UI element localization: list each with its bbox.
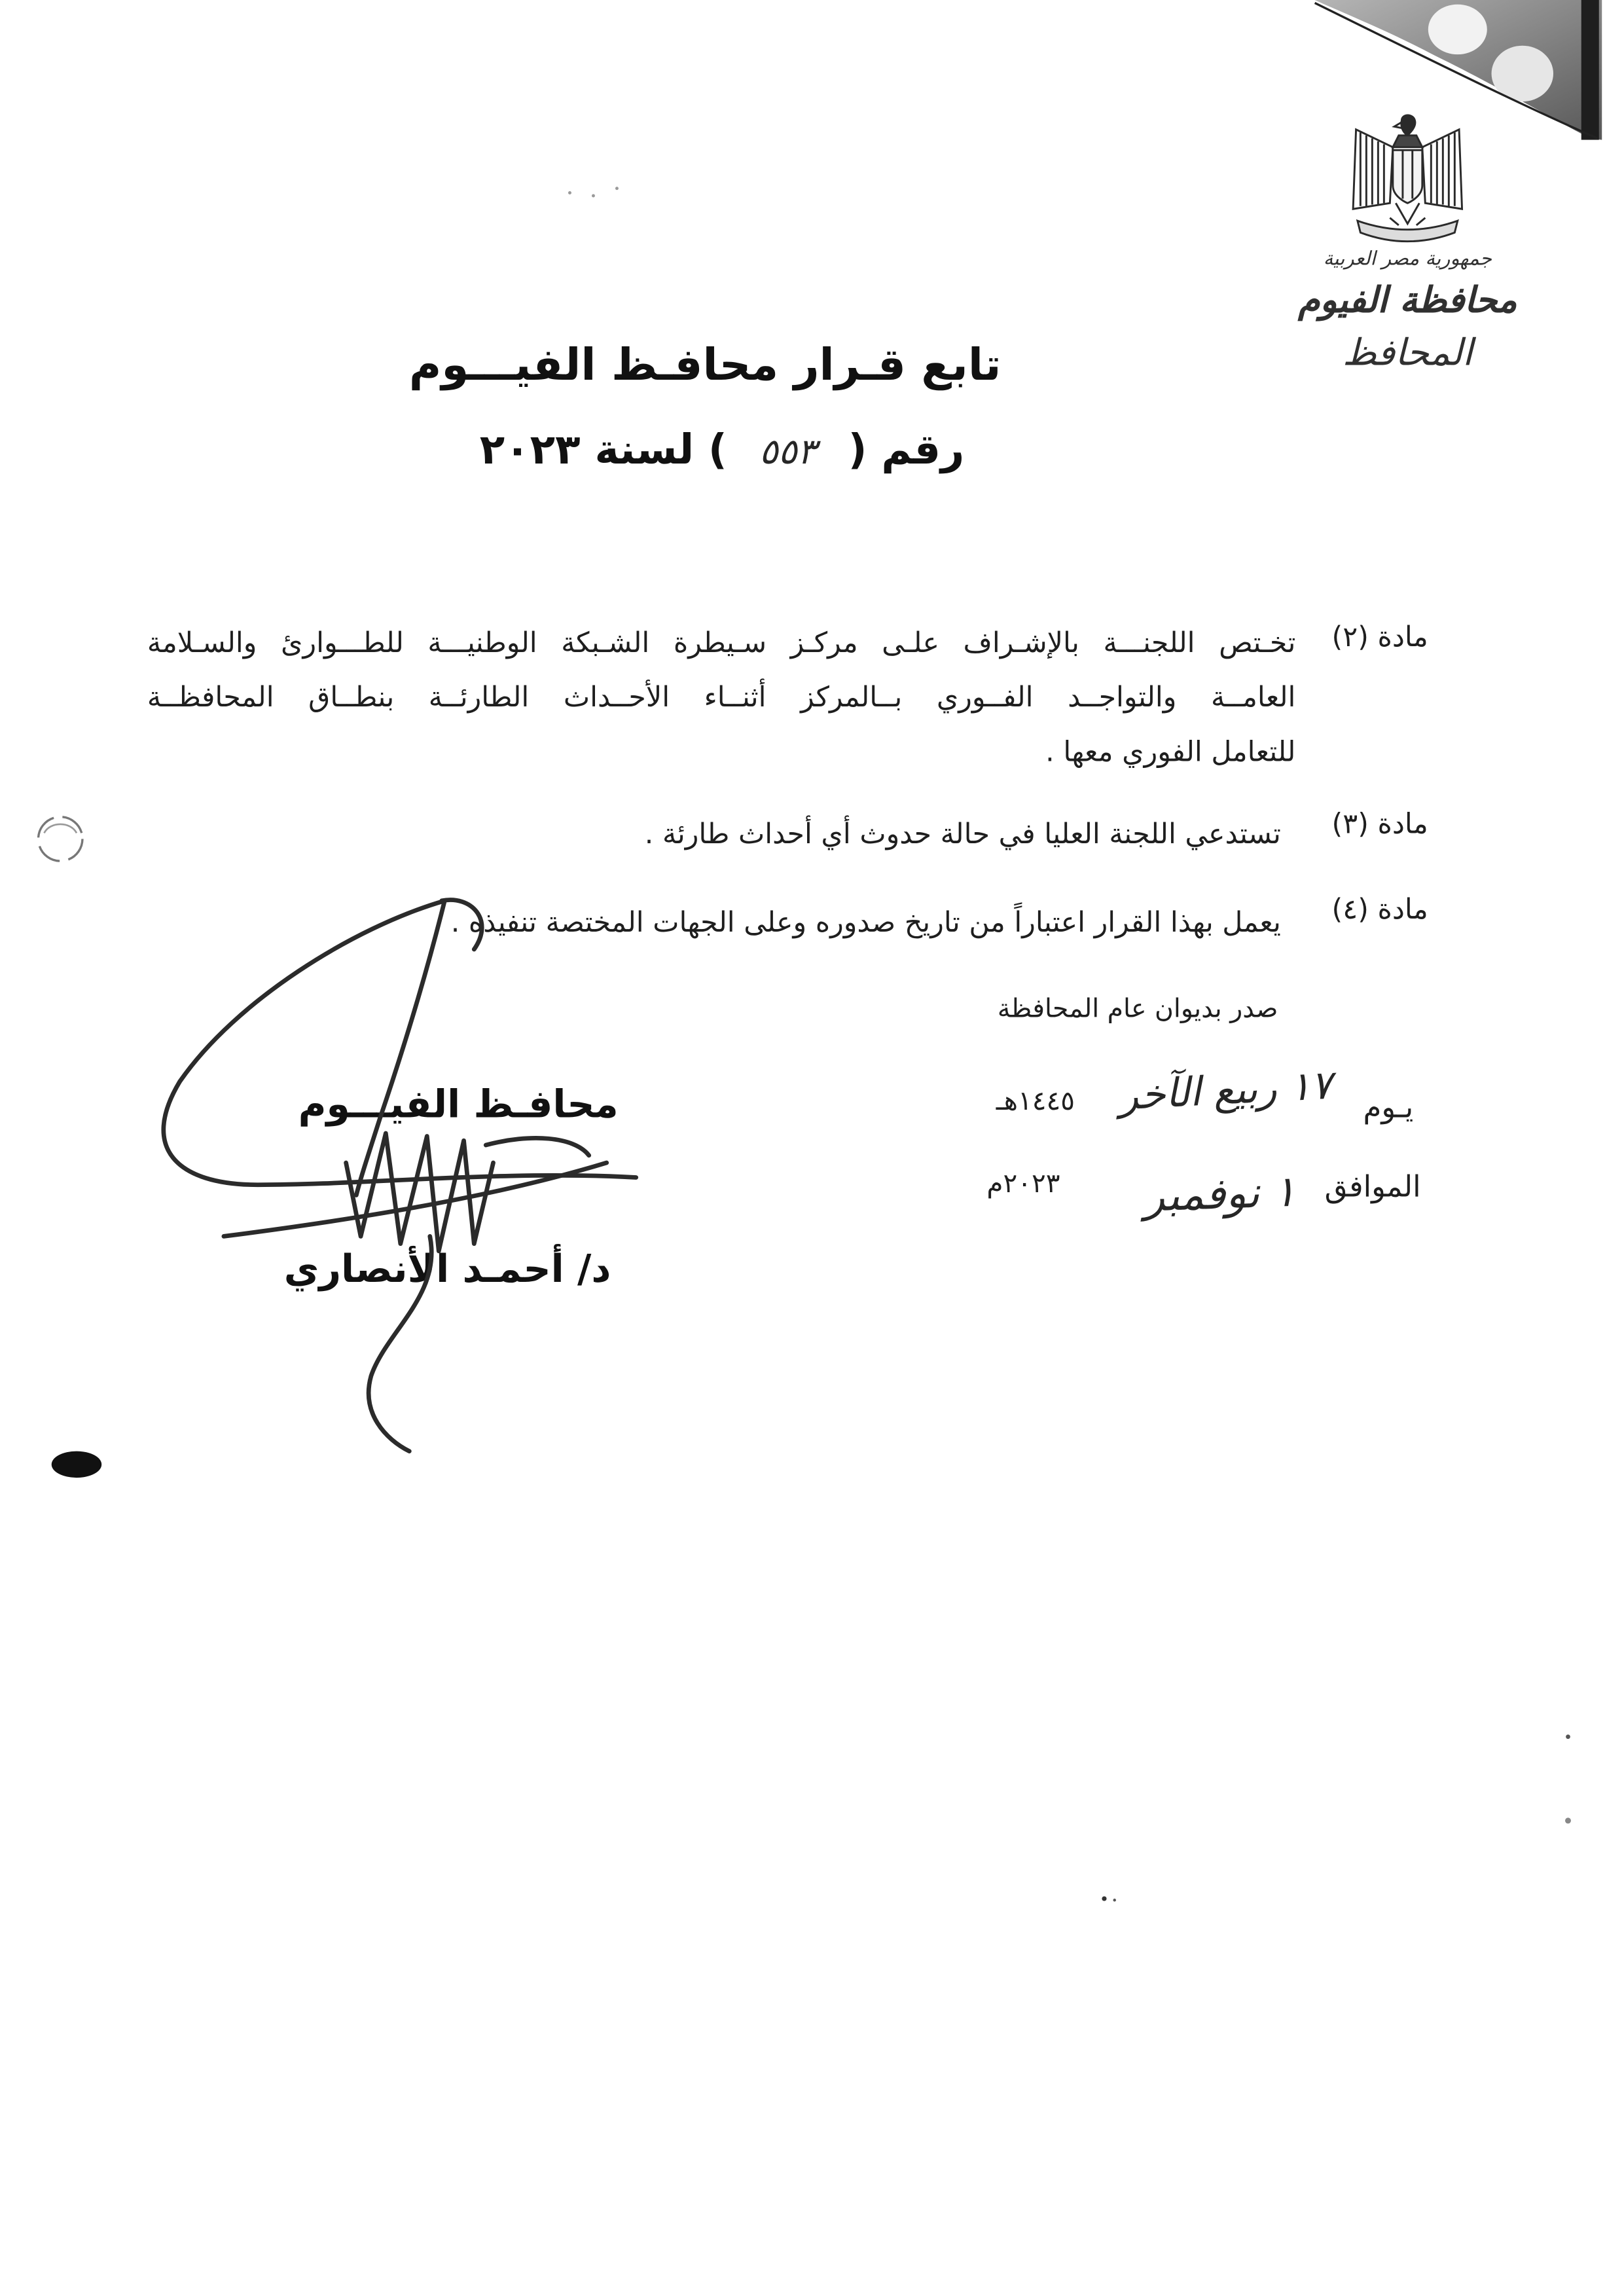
hole-punch-outline bbox=[38, 817, 82, 861]
eagle-shield bbox=[1393, 150, 1422, 203]
corner-edge-band bbox=[1581, 0, 1599, 140]
decree-number-open: ( bbox=[848, 425, 867, 474]
corner-light-patch bbox=[1428, 5, 1487, 54]
decree-number-label: رقم bbox=[881, 425, 965, 474]
eagle-emblem-icon bbox=[1353, 115, 1462, 242]
signatory-name: د/ أحمـد الأنصاري bbox=[283, 1248, 611, 1292]
article-3-label: مادة (٣) bbox=[1331, 808, 1428, 841]
eagle-beak bbox=[1394, 122, 1401, 128]
scan-dot bbox=[1566, 1734, 1570, 1739]
signature-stroke bbox=[356, 901, 444, 1195]
letterhead bbox=[1253, 247, 1562, 380]
corner-fold-line bbox=[1315, 3, 1598, 138]
scan-dot bbox=[1113, 1899, 1115, 1901]
article-2-label: مادة (٢) bbox=[1331, 621, 1428, 654]
scan-corner-shadow bbox=[1315, 0, 1602, 140]
scan-dot bbox=[1102, 1896, 1106, 1901]
hole-punch-marks bbox=[38, 817, 101, 1478]
eagle-neck bbox=[1393, 136, 1422, 147]
article-2-line-3: للتعامل الفوري معها . bbox=[1045, 736, 1296, 769]
article-4-label: مادة (٤) bbox=[1331, 893, 1428, 926]
article-2-line-2: العامــة والتواجــد الفــوري بــالمركز أثنــاء الأحــداث الطارئــة بنطــاق المحافظــة bbox=[147, 681, 1296, 714]
scan-dot bbox=[615, 187, 619, 190]
eagle-claws bbox=[1390, 218, 1425, 225]
signature bbox=[164, 900, 636, 1451]
signature-stroke bbox=[346, 1133, 494, 1251]
day-label: يـوم bbox=[1363, 1089, 1414, 1125]
eagle-left-feathers bbox=[1360, 132, 1384, 206]
scan-dot bbox=[568, 191, 571, 194]
letterhead-country: جمهورية مصر العربية bbox=[1323, 248, 1492, 271]
article-4-line-1: يعمل بهذا القرار اعتباراً من تاريخ صدوره وعلى الجهات المختصة تنفيذه . bbox=[450, 906, 1281, 939]
eagle-right-feathers bbox=[1431, 132, 1454, 206]
eagle-right-wing bbox=[1422, 130, 1462, 209]
gregorian-year: ٢٠٢٣م bbox=[986, 1168, 1060, 1200]
scan-dot bbox=[1565, 1817, 1571, 1823]
decree-year: لسنة ٢٠٢٣ bbox=[479, 425, 695, 474]
corner-shadow-fill bbox=[1315, 0, 1602, 140]
eagle-banner bbox=[1358, 221, 1458, 241]
corresponding-label: الموافق bbox=[1324, 1168, 1421, 1204]
decree-title: تابع قـرار محافـظ الفيـــوم bbox=[408, 340, 1001, 392]
eagle-shield-stripes bbox=[1403, 150, 1413, 198]
hijri-date-handwritten: ١٧ ربيع الآخر bbox=[1118, 1063, 1334, 1120]
article-2-line-1: تخـتص اللجنـــة بالإشـراف علـى مركـز سـيطرة الشـبكة الوطنيـــة للطـــوارئ والسـلامة bbox=[147, 627, 1296, 660]
eagle-left-wing bbox=[1353, 130, 1393, 209]
eagle-tail bbox=[1396, 203, 1419, 223]
decree-number-line bbox=[480, 418, 965, 484]
eagle-head bbox=[1401, 115, 1415, 136]
signatory-title: محافـظ الفيـــوم bbox=[298, 1083, 619, 1128]
signature-stroke bbox=[224, 1163, 607, 1236]
decree-number-close: ) bbox=[708, 425, 727, 474]
hole-punch-blob bbox=[52, 1451, 101, 1478]
corner-light-patch bbox=[1492, 46, 1553, 101]
letterhead-office: المحافظ bbox=[1342, 331, 1473, 374]
gregorian-date-handwritten: ١ نوفمبر bbox=[1142, 1165, 1297, 1222]
letterhead-governorate: محافظة الفيوم bbox=[1298, 280, 1517, 321]
decree-number: ٥٥٣ bbox=[759, 431, 816, 473]
article-3-line-1: تستدعي اللجنة العليا في حالة حدوث أي أحداث طارئة . bbox=[644, 818, 1281, 851]
hijri-year: ١٤٤٥هـ bbox=[996, 1086, 1075, 1118]
hole-punch-inner-arc bbox=[44, 824, 76, 833]
issued-at: صدر بديوان عام المحافظة bbox=[997, 994, 1278, 1025]
signature-stroke bbox=[486, 1138, 588, 1155]
scan-dot bbox=[592, 194, 595, 198]
